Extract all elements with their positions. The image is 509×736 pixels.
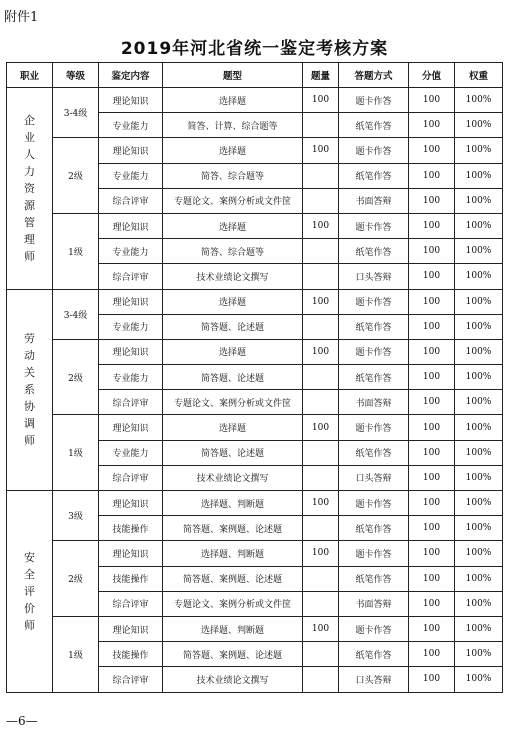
score-cell: 100 xyxy=(409,616,455,641)
content-cell: 综合评审 xyxy=(99,264,163,289)
weight-cell: 100% xyxy=(455,314,503,339)
method-cell: 纸笔作答 xyxy=(339,642,409,667)
content-cell: 理论知识 xyxy=(99,289,163,314)
method-cell: 口头答辩 xyxy=(339,264,409,289)
method-cell: 书面答辩 xyxy=(339,390,409,415)
content-cell: 综合评审 xyxy=(99,188,163,213)
method-cell: 纸笔作答 xyxy=(339,163,409,188)
table-body xyxy=(7,88,503,693)
count-cell: 100 xyxy=(303,289,339,314)
type-cell: 简答题、论述题 xyxy=(163,365,303,390)
score-cell: 100 xyxy=(409,541,455,566)
method-cell: 口头答辩 xyxy=(339,667,409,692)
weight-cell: 100% xyxy=(455,289,503,314)
table-row xyxy=(7,491,503,516)
score-cell: 100 xyxy=(409,440,455,465)
type-cell: 选择题 xyxy=(163,138,303,163)
type-cell: 选择题 xyxy=(163,213,303,238)
weight-cell: 100% xyxy=(455,541,503,566)
type-cell: 选择题 xyxy=(163,289,303,314)
content-cell: 理论知识 xyxy=(99,415,163,440)
method-cell: 纸笔作答 xyxy=(339,365,409,390)
header-type: 题型 xyxy=(163,63,303,88)
job-name-cell xyxy=(7,289,53,491)
method-cell: 题卡作答 xyxy=(339,541,409,566)
header-method: 答题方式 xyxy=(339,63,409,88)
type-cell: 选择题、判断题 xyxy=(163,616,303,641)
count-cell: 100 xyxy=(303,213,339,238)
table-row xyxy=(7,616,503,641)
score-cell: 100 xyxy=(409,642,455,667)
count-cell xyxy=(303,566,339,591)
type-cell: 选择题 xyxy=(163,339,303,364)
count-cell xyxy=(303,390,339,415)
score-cell: 100 xyxy=(409,163,455,188)
count-cell: 100 xyxy=(303,138,339,163)
content-cell: 理论知识 xyxy=(99,88,163,113)
content-cell: 综合评审 xyxy=(99,390,163,415)
level-cell: 2级 xyxy=(53,138,99,214)
table-row xyxy=(7,339,503,364)
method-cell: 书面答辩 xyxy=(339,591,409,616)
content-cell: 理论知识 xyxy=(99,491,163,516)
count-cell xyxy=(303,642,339,667)
score-cell: 100 xyxy=(409,264,455,289)
job-name-cell xyxy=(7,491,53,693)
score-cell: 100 xyxy=(409,239,455,264)
exam-plan-table xyxy=(6,62,503,693)
type-cell: 技术业绩论文撰写 xyxy=(163,465,303,490)
method-cell: 纸笔作答 xyxy=(339,516,409,541)
score-cell: 100 xyxy=(409,365,455,390)
content-cell: 专业能力 xyxy=(99,365,163,390)
method-cell: 纸笔作答 xyxy=(339,566,409,591)
level-cell: 1级 xyxy=(53,415,99,491)
count-cell xyxy=(303,163,339,188)
weight-cell: 100% xyxy=(455,339,503,364)
weight-cell: 100% xyxy=(455,616,503,641)
weight-cell: 100% xyxy=(455,642,503,667)
method-cell: 题卡作答 xyxy=(339,138,409,163)
content-cell: 技能操作 xyxy=(99,642,163,667)
weight-cell: 100% xyxy=(455,163,503,188)
content-cell: 理论知识 xyxy=(99,541,163,566)
score-cell: 100 xyxy=(409,113,455,138)
type-cell: 选择题、判断题 xyxy=(163,541,303,566)
table-header-row xyxy=(7,63,503,88)
header-job: 职业 xyxy=(7,63,53,88)
type-cell: 简答、综合题等 xyxy=(163,163,303,188)
type-cell: 选择题 xyxy=(163,88,303,113)
content-cell: 综合评审 xyxy=(99,591,163,616)
weight-cell: 100% xyxy=(455,667,503,692)
method-cell: 书面答辩 xyxy=(339,188,409,213)
job-name: 劳动关系协调师 xyxy=(24,332,35,448)
count-cell: 100 xyxy=(303,616,339,641)
count-cell: 100 xyxy=(303,88,339,113)
table-row xyxy=(7,415,503,440)
type-cell: 专题论文、案例分析或文件筐 xyxy=(163,390,303,415)
table-row xyxy=(7,88,503,113)
method-cell: 题卡作答 xyxy=(339,339,409,364)
content-cell: 专业能力 xyxy=(99,163,163,188)
weight-cell: 100% xyxy=(455,591,503,616)
count-cell: 100 xyxy=(303,491,339,516)
count-cell: 100 xyxy=(303,541,339,566)
job-name: 企业人力资源管理师 xyxy=(24,113,35,263)
table-row xyxy=(7,289,503,314)
page-title: 2019年河北省统一鉴定考核方案 xyxy=(120,39,389,59)
type-cell: 专题论文、案例分析或文件筐 xyxy=(163,591,303,616)
job-name-cell xyxy=(7,88,53,290)
content-cell: 理论知识 xyxy=(99,616,163,641)
table-row xyxy=(7,138,503,163)
weight-cell: 100% xyxy=(455,188,503,213)
score-cell: 100 xyxy=(409,591,455,616)
count-cell xyxy=(303,440,339,465)
type-cell: 选择题、判断题 xyxy=(163,491,303,516)
table-row xyxy=(7,213,503,238)
count-cell xyxy=(303,465,339,490)
method-cell: 纸笔作答 xyxy=(339,239,409,264)
score-cell: 100 xyxy=(409,188,455,213)
type-cell: 简答题、论述题 xyxy=(163,440,303,465)
content-cell: 技能操作 xyxy=(99,566,163,591)
content-cell: 综合评审 xyxy=(99,667,163,692)
count-cell xyxy=(303,113,339,138)
page-number: —6— xyxy=(6,714,38,728)
score-cell: 100 xyxy=(409,314,455,339)
type-cell: 简答题、案例题、论述题 xyxy=(163,516,303,541)
level-cell: 2级 xyxy=(53,339,99,415)
method-cell: 口头答辩 xyxy=(339,465,409,490)
type-cell: 简答题、案例题、论述题 xyxy=(163,642,303,667)
type-cell: 选择题 xyxy=(163,415,303,440)
score-cell: 100 xyxy=(409,566,455,591)
content-cell: 专业能力 xyxy=(99,440,163,465)
weight-cell: 100% xyxy=(455,365,503,390)
score-cell: 100 xyxy=(409,491,455,516)
score-cell: 100 xyxy=(409,88,455,113)
count-cell xyxy=(303,591,339,616)
method-cell: 题卡作答 xyxy=(339,491,409,516)
weight-cell: 100% xyxy=(455,390,503,415)
count-cell xyxy=(303,264,339,289)
content-cell: 专业能力 xyxy=(99,113,163,138)
count-cell xyxy=(303,365,339,390)
method-cell: 题卡作答 xyxy=(339,616,409,641)
method-cell: 题卡作答 xyxy=(339,213,409,238)
header-count: 题量 xyxy=(303,63,339,88)
content-cell: 理论知识 xyxy=(99,213,163,238)
score-cell: 100 xyxy=(409,213,455,238)
content-cell: 理论知识 xyxy=(99,339,163,364)
job-name: 安全评价师 xyxy=(24,550,35,632)
type-cell: 技术业绩论文撰写 xyxy=(163,264,303,289)
type-cell: 技术业绩论文撰写 xyxy=(163,667,303,692)
count-cell xyxy=(303,239,339,264)
type-cell: 简答题、案例题、论述题 xyxy=(163,566,303,591)
header-weight: 权重 xyxy=(455,63,503,88)
count-cell: 100 xyxy=(303,415,339,440)
weight-cell: 100% xyxy=(455,440,503,465)
count-cell xyxy=(303,516,339,541)
count-cell xyxy=(303,314,339,339)
level-cell: 3-4级 xyxy=(53,88,99,138)
method-cell: 题卡作答 xyxy=(339,415,409,440)
count-cell xyxy=(303,667,339,692)
weight-cell: 100% xyxy=(455,239,503,264)
level-cell: 1级 xyxy=(53,213,99,289)
level-cell: 1级 xyxy=(53,616,99,692)
level-cell: 3级 xyxy=(53,491,99,541)
method-cell: 纸笔作答 xyxy=(339,440,409,465)
table-row xyxy=(7,541,503,566)
score-cell: 100 xyxy=(409,516,455,541)
weight-cell: 100% xyxy=(455,415,503,440)
content-cell: 理论知识 xyxy=(99,138,163,163)
score-cell: 100 xyxy=(409,390,455,415)
method-cell: 纸笔作答 xyxy=(339,113,409,138)
score-cell: 100 xyxy=(409,667,455,692)
content-cell: 专业能力 xyxy=(99,314,163,339)
header-level: 等级 xyxy=(53,63,99,88)
type-cell: 简答、综合题等 xyxy=(163,239,303,264)
score-cell: 100 xyxy=(409,465,455,490)
score-cell: 100 xyxy=(409,415,455,440)
score-cell: 100 xyxy=(409,138,455,163)
header-content: 鉴定内容 xyxy=(99,63,163,88)
type-cell: 专题论文、案例分析或文件筐 xyxy=(163,188,303,213)
method-cell: 题卡作答 xyxy=(339,289,409,314)
weight-cell: 100% xyxy=(455,264,503,289)
weight-cell: 100% xyxy=(455,566,503,591)
weight-cell: 100% xyxy=(455,516,503,541)
content-cell: 综合评审 xyxy=(99,465,163,490)
weight-cell: 100% xyxy=(455,113,503,138)
weight-cell: 100% xyxy=(455,213,503,238)
content-cell: 专业能力 xyxy=(99,239,163,264)
annex-label: 附件1 xyxy=(4,10,39,25)
level-cell: 3-4级 xyxy=(53,289,99,339)
method-cell: 纸笔作答 xyxy=(339,314,409,339)
weight-cell: 100% xyxy=(455,138,503,163)
weight-cell: 100% xyxy=(455,88,503,113)
type-cell: 简答题、论述题 xyxy=(163,314,303,339)
count-cell xyxy=(303,188,339,213)
count-cell: 100 xyxy=(303,339,339,364)
content-cell: 技能操作 xyxy=(99,516,163,541)
type-cell: 简答、计算、综合题等 xyxy=(163,113,303,138)
weight-cell: 100% xyxy=(455,491,503,516)
method-cell: 题卡作答 xyxy=(339,88,409,113)
weight-cell: 100% xyxy=(455,465,503,490)
score-cell: 100 xyxy=(409,339,455,364)
score-cell: 100 xyxy=(409,289,455,314)
header-score: 分值 xyxy=(409,63,455,88)
level-cell: 2级 xyxy=(53,541,99,617)
